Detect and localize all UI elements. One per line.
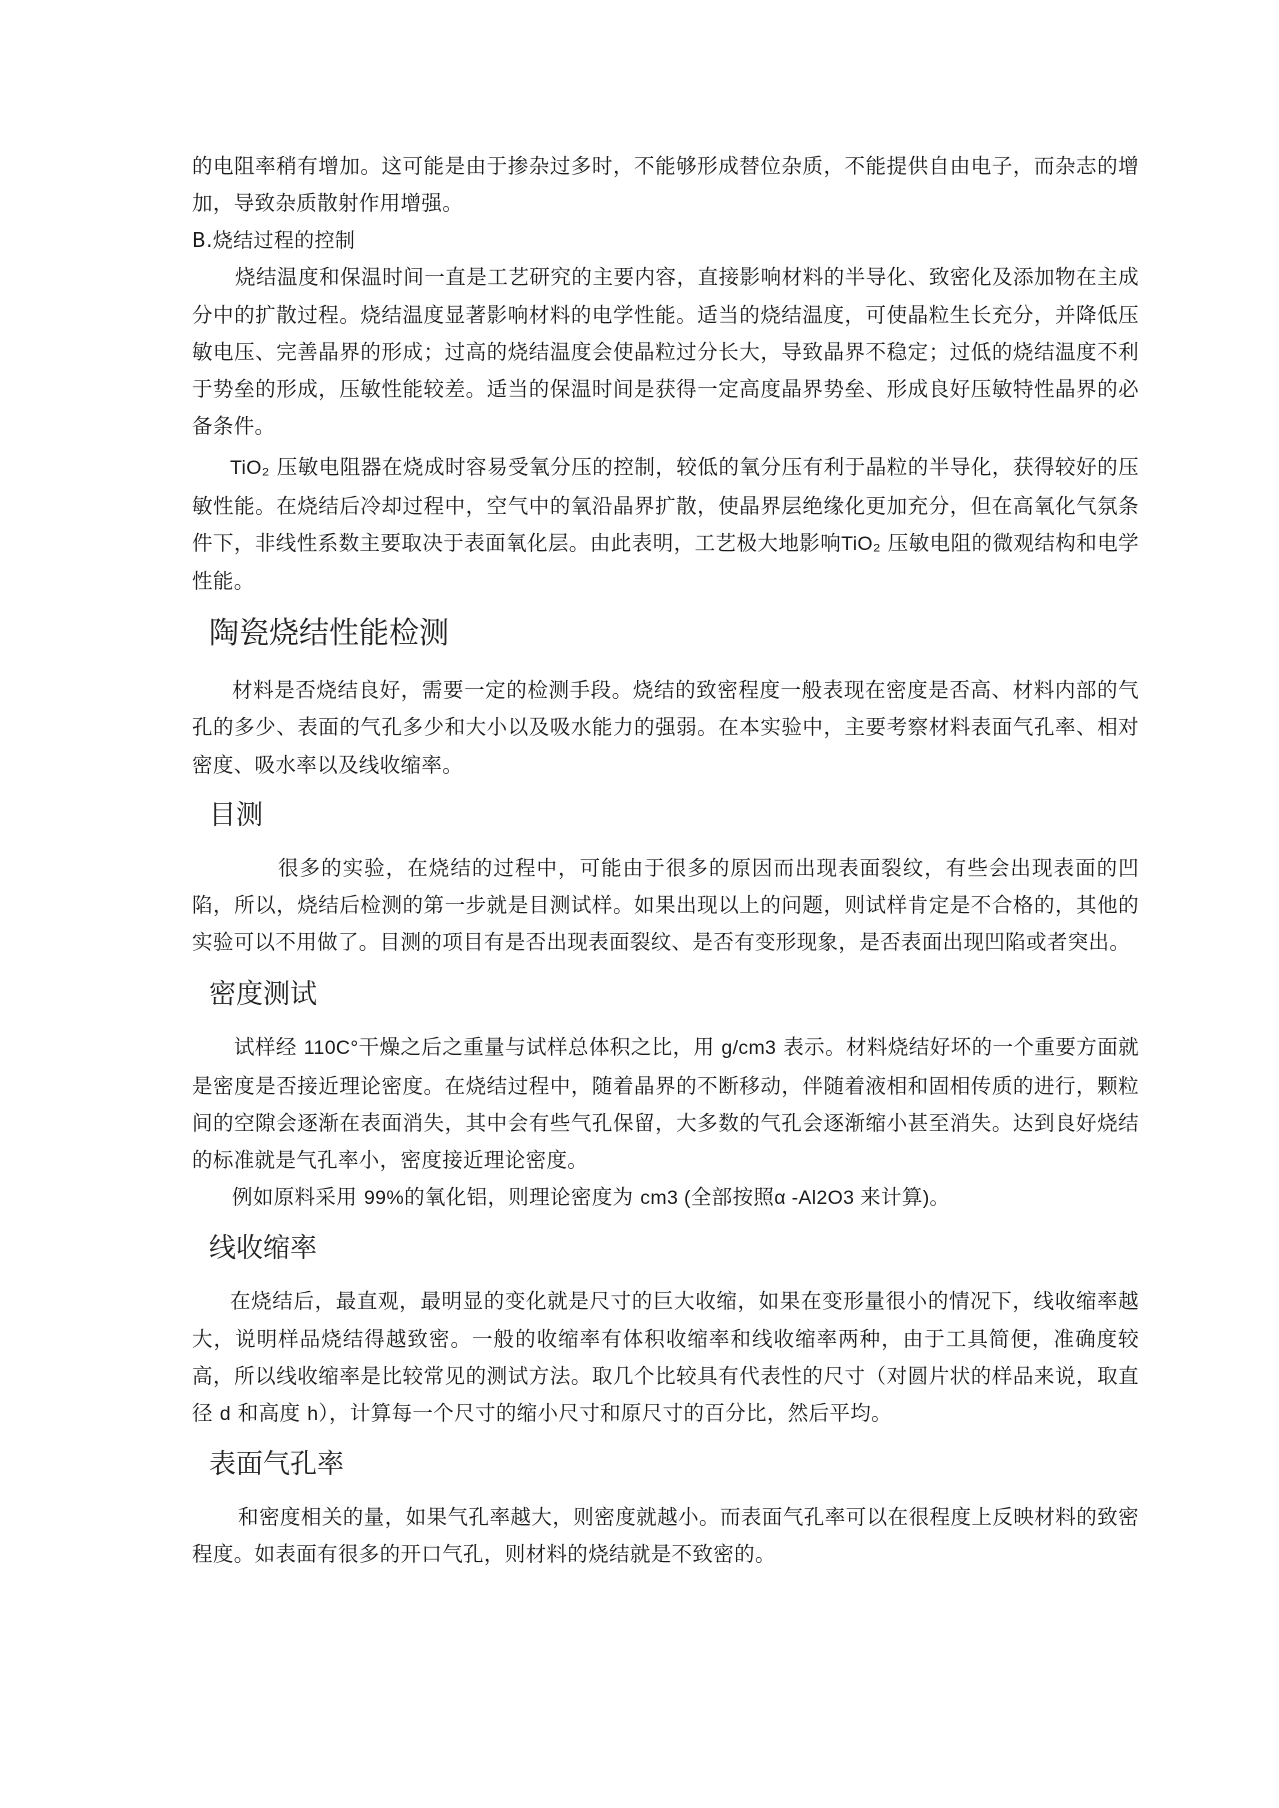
paragraph-alumina-example: 例如原料采用 99%的氧化铝，则理论密度为 cm3 (全部按照α -Al2O3 来计算)。 <box>232 1185 950 1210</box>
paragraph-surface-porosity: 和密度相关的量，如果气孔率越大，则密度就越小。而表面气孔率可以在很程度上反映材料的致密程度。如表面有很多的开口气孔，则材料的烧结就是不致密的。 <box>192 1505 1139 1567</box>
paragraph-sintering-temperature: 烧结温度和保温时间一直是工艺研究的主要内容，直接影响材料的半导化、致密化及添加物在主成分中的扩散过程。烧结温度显著影响材料的电学性能。适当的烧结温度，可使晶粒生长充分，并降低压敏电压、完善晶界的形成；过高的烧结温度会使晶粒过分长大，导致晶界不稳定；过低的烧结温度不利于势垒的形成，压敏性能较差。适当的保温时间是获得一定高度晶界势垒、形成良好压敏特性晶界的必备条件。 <box>192 265 1139 439</box>
section-heading-density-test: 密度测试 <box>209 979 317 1011</box>
section-heading-ceramic-testing: 陶瓷烧结性能检测 <box>209 616 449 652</box>
section-heading-surface-porosity: 表面气孔率 <box>209 1449 344 1481</box>
paragraph-visual-inspection: 很多的实验，在烧结的过程中，可能由于很多的原因而出现表面裂纹，有些会出现表面的凹陷，所以，烧结后检测的第一步就是目测试样。如果出现以上的问题，则试样肯定是不合格的，其他的实验可以不用做了。目测的项目有是否出现表面裂纹、是否有变形现象，是否表面出现凹陷或者突出。 <box>192 855 1139 955</box>
paragraph-density-test: 试样经 110C°干燥之后之重量与试样总体积之比，用 g/cm3 表示。材料烧结好坏的一个重要方面就是密度是否接近理论密度。在烧结过程中，随着晶界的不断移动，伴随着液相和固相传质的进行，颗粒间的空隙会逐渐在表面消失，其中会有些气孔保留，大多数的气孔会逐渐缩小甚至消失。达到良好烧结的标准就是气孔率小，密度接近理论密度。 <box>192 1035 1139 1173</box>
section-heading-linear-shrinkage: 线收缩率 <box>209 1233 317 1265</box>
paragraph-linear-shrinkage: 在烧结后，最直观，最明显的变化就是尺寸的巨大收缩，如果在变形量很小的情况下，线收缩率越大，说明样品烧结得越致密。一般的收缩率有体积收缩率和线收缩率两种，由于工具简便，准确度较高，所以线收缩率是比较常见的测试方法。取几个比较具有代表性的尺寸（对圆片状的样品来说，取直径 d 和高度 h），计算每一个尺寸的缩小尺寸和原尺寸的百分比，然后平均。 <box>192 1289 1139 1426</box>
section-heading-visual-inspection: 目测 <box>209 799 263 831</box>
paragraph-resistivity-continued: 的电阻率稍有增加。这可能是由于掺杂过多时，不能够形成替位杂质，不能提供自由电子，而杂志的增加，导致杂质散射作用增强。 <box>192 154 1139 216</box>
subheading-sintering-control: B.烧结过程的控制 <box>192 228 356 253</box>
paragraph-testing-intro: 材料是否烧结良好，需要一定的检测手段。烧结的致密程度一般表现在密度是否高、材料内部的气孔的多少、表面的气孔多少和大小以及吸水能力的强弱。在本实验中，主要考察材料表面气孔率、相对密度、吸水率以及线收缩率。 <box>192 678 1139 777</box>
document-body <box>192 148 1139 1574</box>
paragraph-tio2-oxygen-pressure: TiO₂ 压敏电阻器在烧成时容易受氧分压的控制，较低的氧分压有利于晶粒的半导化，获得较好的压敏性能。在烧结后冷却过程中，空气中的氧沿晶界扩散，使晶界层绝缘化更加充分，但在高氧化气氛条件下，非线性系数主要取决于表面氧化层。由此表明，工艺极大地影响TiO₂ 压敏电阻的微观结构和电学性能。 <box>192 455 1139 594</box>
